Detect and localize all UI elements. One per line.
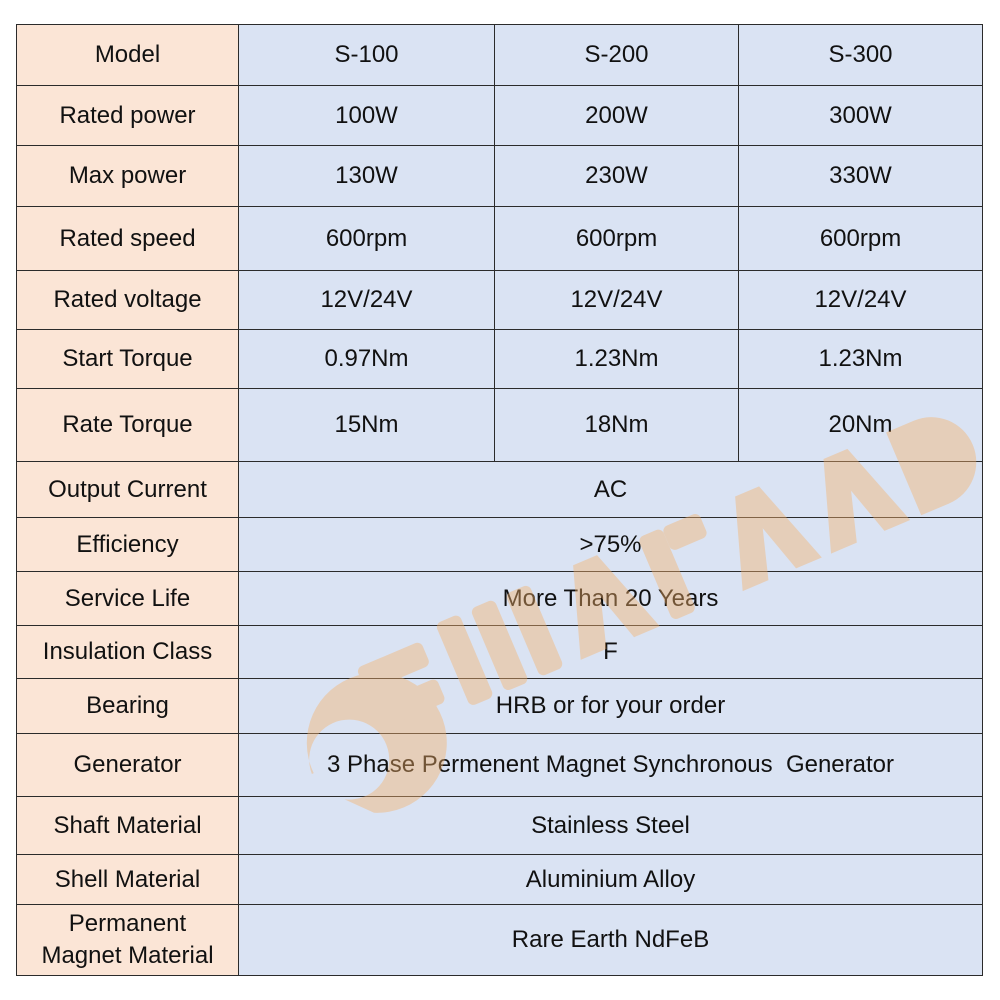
value-cell: 600rpm: [739, 207, 983, 271]
value-cell: Rare Earth NdFeB: [239, 905, 983, 976]
value-cell: 18Nm: [495, 389, 739, 462]
value-cell: Aluminium Alloy: [239, 855, 983, 905]
value-cell: 0.97Nm: [239, 330, 495, 389]
value-cell: 600rpm: [495, 207, 739, 271]
value-cell: 200W: [495, 86, 739, 146]
value-cell: F: [239, 626, 983, 679]
value-cell: AC: [239, 462, 983, 518]
table-row-bearing: [17, 679, 983, 734]
value-cell: 3 Phase Permenent Magnet Synchronous Generator: [239, 734, 983, 797]
table-row-efficiency: [17, 518, 983, 572]
row-label: Rate Torque: [17, 389, 239, 462]
value-cell: 1.23Nm: [739, 330, 983, 389]
value-cell: 130W: [239, 146, 495, 207]
table-row-rated-voltage: [17, 271, 983, 330]
table-row-rate-torque: [17, 389, 983, 462]
row-label: Rated voltage: [17, 271, 239, 330]
row-label: Shaft Material: [17, 797, 239, 855]
value-cell: 1.23Nm: [495, 330, 739, 389]
table-row-output-current: [17, 462, 983, 518]
table-row-shell-material: [17, 855, 983, 905]
table-row-service-life: [17, 572, 983, 626]
value-cell: More Than 20 Years: [239, 572, 983, 626]
row-label: Rated speed: [17, 207, 239, 271]
value-cell: >75%: [239, 518, 983, 572]
table-row-shaft-material: [17, 797, 983, 855]
spec-table: [16, 24, 983, 976]
table-row-rated-speed: [17, 207, 983, 271]
value-cell: 330W: [739, 146, 983, 207]
value-cell: 12V/24V: [239, 271, 495, 330]
table-row-model: [17, 25, 983, 86]
value-cell: 20Nm: [739, 389, 983, 462]
model-cell: S-300: [739, 25, 983, 86]
row-label-line: Permanent: [68, 909, 187, 937]
row-label: Start Torque: [17, 330, 239, 389]
row-label: Max power: [17, 146, 239, 207]
row-label-line: Magnet Material: [41, 942, 214, 969]
value-cell: 300W: [739, 86, 983, 146]
model-cell: S-200: [495, 25, 739, 86]
value-cell: 600rpm: [239, 207, 495, 271]
value-cell: 15Nm: [239, 389, 495, 462]
row-label: Efficiency: [17, 518, 239, 572]
row-label: Bearing: [17, 679, 239, 734]
value-cell: 100W: [239, 86, 495, 146]
table-row-generator: [17, 734, 983, 797]
table-row-max-power: [17, 146, 983, 207]
row-label: Shell Material: [17, 855, 239, 905]
row-label: Model: [17, 25, 239, 86]
row-label: Rated power: [17, 86, 239, 146]
row-label: Insulation Class: [17, 626, 239, 679]
row-label: [17, 905, 239, 976]
model-cell: S-100: [239, 25, 495, 86]
table-row-start-torque: [17, 330, 983, 389]
value-cell: 12V/24V: [739, 271, 983, 330]
row-label: Output Current: [17, 462, 239, 518]
value-cell: Stainless Steel: [239, 797, 983, 855]
value-cell: 230W: [495, 146, 739, 207]
table-row-rated-power: [17, 86, 983, 146]
table-row-insulation-class: [17, 626, 983, 679]
value-cell: HRB or for your order: [239, 679, 983, 734]
value-cell: 12V/24V: [495, 271, 739, 330]
row-label: Service Life: [17, 572, 239, 626]
row-label: Generator: [17, 734, 239, 797]
table-row-permanent-magnet-material: [17, 905, 983, 976]
